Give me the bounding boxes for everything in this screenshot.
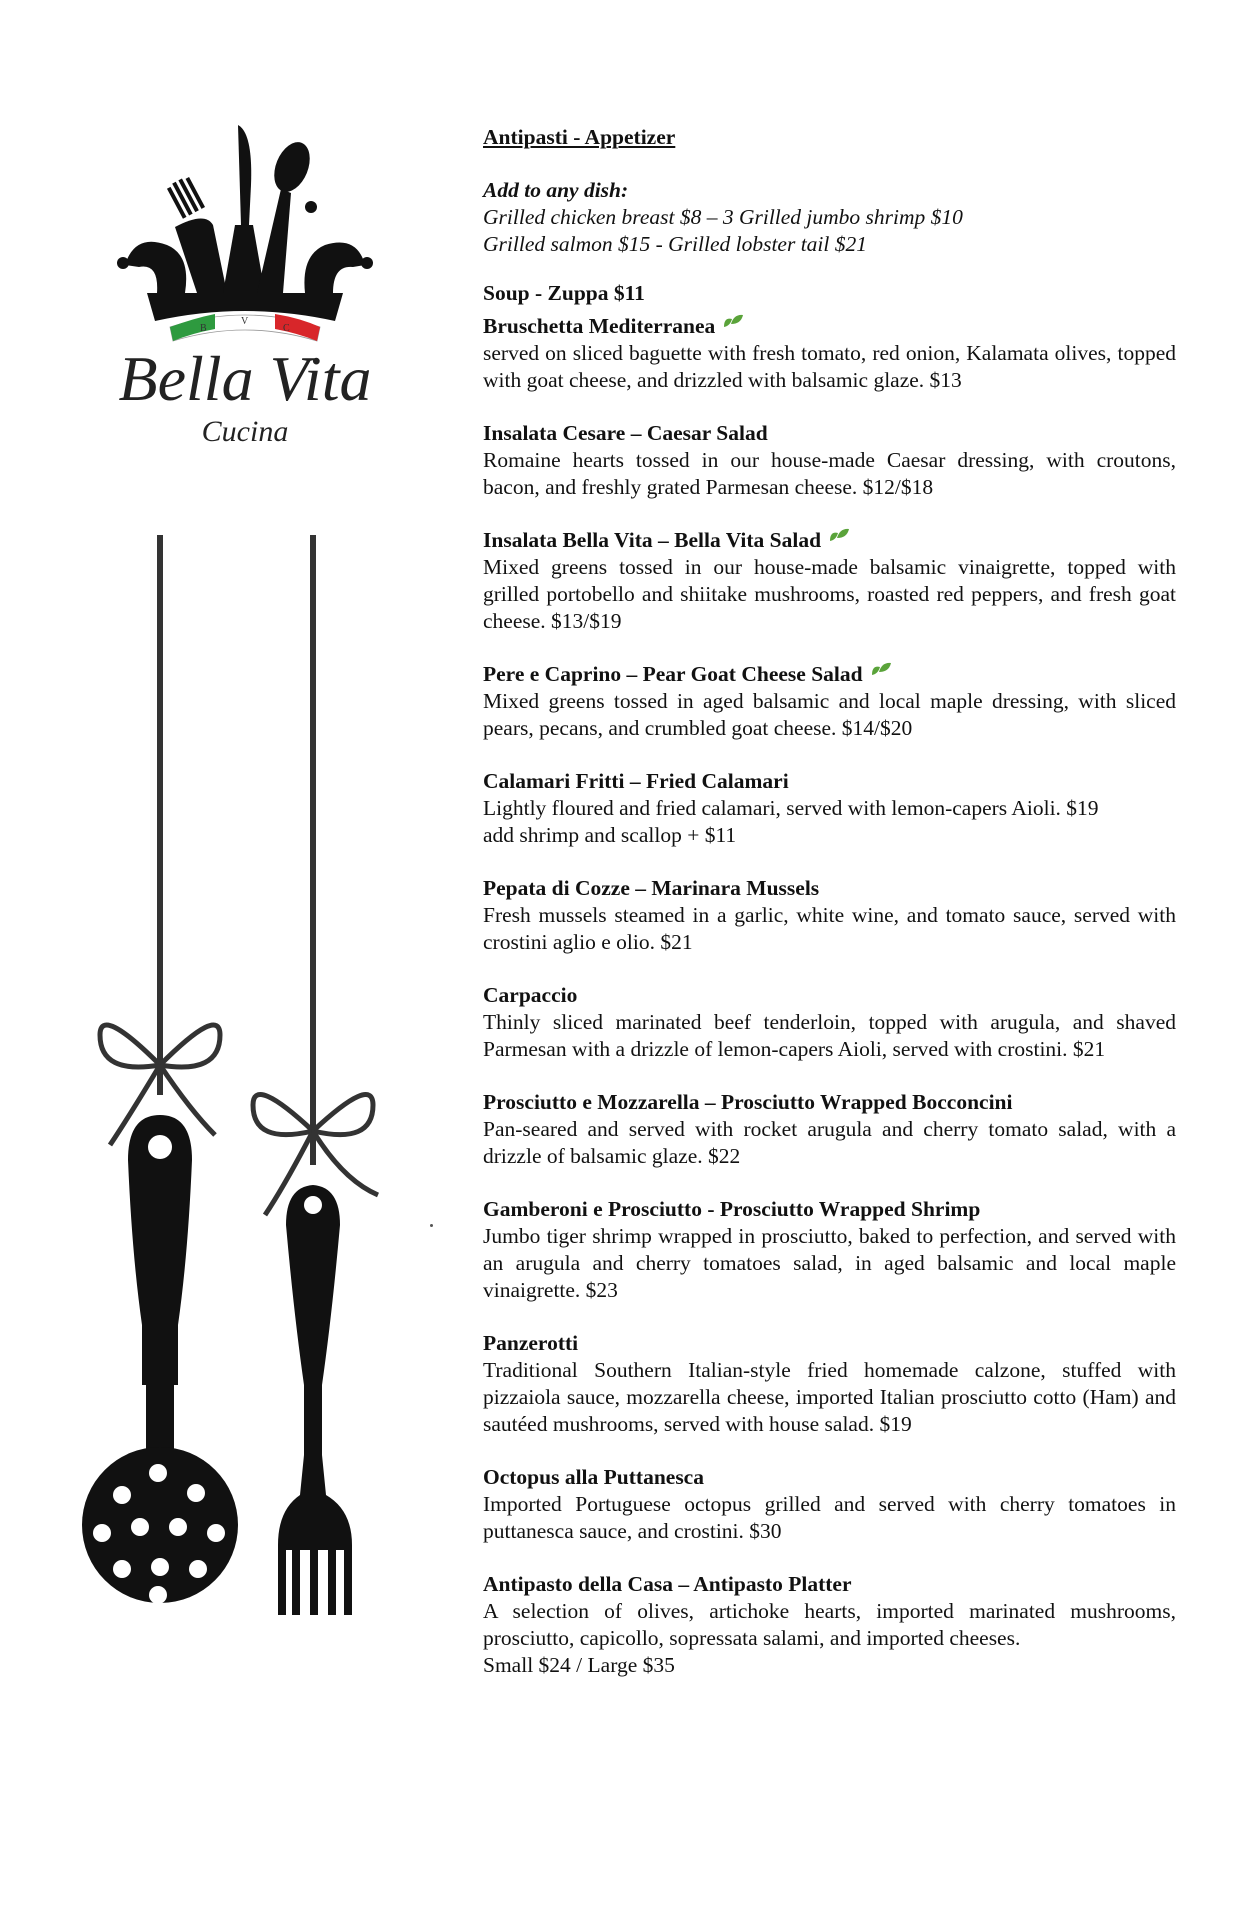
menu-item (483, 1571, 1176, 1679)
dish-description: A selection of olives, artichoke hearts, imported marinated mushrooms, prosciutto, capicollo, sopressata salami, and imported cheeses. (483, 1599, 1176, 1650)
dish-description: Thinly sliced marinated beef tenderloin, topped with arugula, and shaved Parmesan with a drizzle of lemon-capers Aioli, served with crostini. $21 (483, 1010, 1176, 1061)
crown-utensils-icon (95, 115, 395, 455)
dish-description: Traditional Southern Italian-style fried homemade calzone, stuffed with pizzaiola sauce, mozzarella cheese, imported Italian prosciutto cotto (Ham) and sautéed mushrooms, served with house salad. $19 (483, 1358, 1176, 1436)
menu-item (483, 1330, 1176, 1438)
dish-name: Insalata Bella Vita – Bella Vita Salad (483, 528, 822, 552)
menu-item (483, 527, 1176, 635)
addon-line: Grilled chicken breast $8 – 3 Grilled jumbo shrimp $10 (483, 205, 963, 229)
menu-column (483, 124, 1176, 1705)
soup-line: Soup - Zuppa $11 (483, 281, 645, 305)
dish-name: Pere e Caprino – Pear Goat Cheese Salad (483, 662, 863, 686)
leaf-icon (828, 527, 850, 543)
dish-description: Romaine hearts tossed in our house-made Caesar dressing, with croutons, bacon, and freshly grated Parmesan cheese. $12/$18 (483, 448, 1176, 499)
dish-description: Mixed greens tossed in our house-made balsamic vinaigrette, topped with grilled portobello and shiitake mushrooms, roasted red peppers, and fresh goat cheese. $13/$19 (483, 555, 1176, 633)
dish-name: Gamberoni e Prosciutto - Prosciutto Wrapped Shrimp (483, 1197, 981, 1221)
section-title: Antipasti - Appetizer (483, 125, 676, 149)
dish-extra: Small $24 / Large $35 (483, 1653, 675, 1677)
dish-description: Lightly floured and fried calamari, served with lemon-capers Aioli. $19 (483, 796, 1099, 820)
menu-item (483, 768, 1176, 849)
dish-description: Imported Portuguese octopus grilled and served with cherry tomatoes in puttanesca sauce, and crostini. $30 (483, 1492, 1176, 1543)
crest-letter: C (283, 323, 290, 334)
menu-item (483, 420, 1176, 501)
addons-block (483, 177, 1176, 258)
menu-item (483, 313, 1176, 394)
menu-item (483, 875, 1176, 956)
dish-name: Insalata Cesare – Caesar Salad (483, 421, 768, 445)
dish-description: Pan-seared and served with rocket arugula and cherry tomato salad, with a drizzle of balsamic glaze. $22 (483, 1117, 1176, 1168)
menu-item (483, 661, 1176, 742)
dish-description: Fresh mussels steamed in a garlic, white wine, and tomato sauce, served with crostini aglio e olio. $21 (483, 903, 1176, 954)
menu-item (483, 1464, 1176, 1545)
leaf-icon (870, 661, 892, 677)
dish-description: served on sliced baguette with fresh tomato, red onion, Kalamata olives, topped with goat cheese, and drizzled with balsamic glaze. $13 (483, 341, 1176, 392)
addons-heading: Add to any dish: (483, 178, 629, 202)
dish-name: Bruschetta Mediterranea (483, 314, 716, 338)
dish-description: Jumbo tiger shrimp wrapped in prosciutto, baked to perfection, and served with an arugula and cherry tomatoes salad, in aged balsamic and local maple vinaigrette. $23 (483, 1224, 1176, 1302)
dish-name: Pepata di Cozze – Marinara Mussels (483, 876, 820, 900)
dish-name: Carpaccio (483, 983, 578, 1007)
dish-name: Panzerotti (483, 1331, 579, 1355)
dish-name: Antipasto della Casa – Antipasto Platter (483, 1572, 852, 1596)
logo-subtitle: Cucina (201, 415, 289, 448)
leaf-icon (722, 313, 744, 329)
hanging-utensils-illustration (60, 535, 420, 1665)
dish-name: Prosciutto e Mozzarella – Prosciutto Wrapped Bocconcini (483, 1090, 1013, 1114)
addon-line: Grilled salmon $15 - Grilled lobster tail $21 (483, 232, 868, 256)
menu-item (483, 1196, 1176, 1304)
menu-item (483, 1089, 1176, 1170)
dish-name: Octopus alla Puttanesca (483, 1465, 704, 1489)
skimmer-fork-icon (60, 535, 420, 1665)
dish-extra: add shrimp and scallop + $11 (483, 823, 737, 847)
logo-name: Bella Vita (118, 343, 372, 414)
crest-letter: B (200, 323, 207, 334)
menu-item (483, 982, 1176, 1063)
restaurant-logo (95, 115, 395, 455)
dish-name: Calamari Fritti – Fried Calamari (483, 769, 789, 793)
crest-letter: V (241, 316, 249, 327)
dish-description: Mixed greens tossed in aged balsamic and local maple dressing, with sliced pears, pecans, and crumbled goat cheese. $14/$20 (483, 689, 1176, 740)
stray-dot (430, 1224, 433, 1227)
